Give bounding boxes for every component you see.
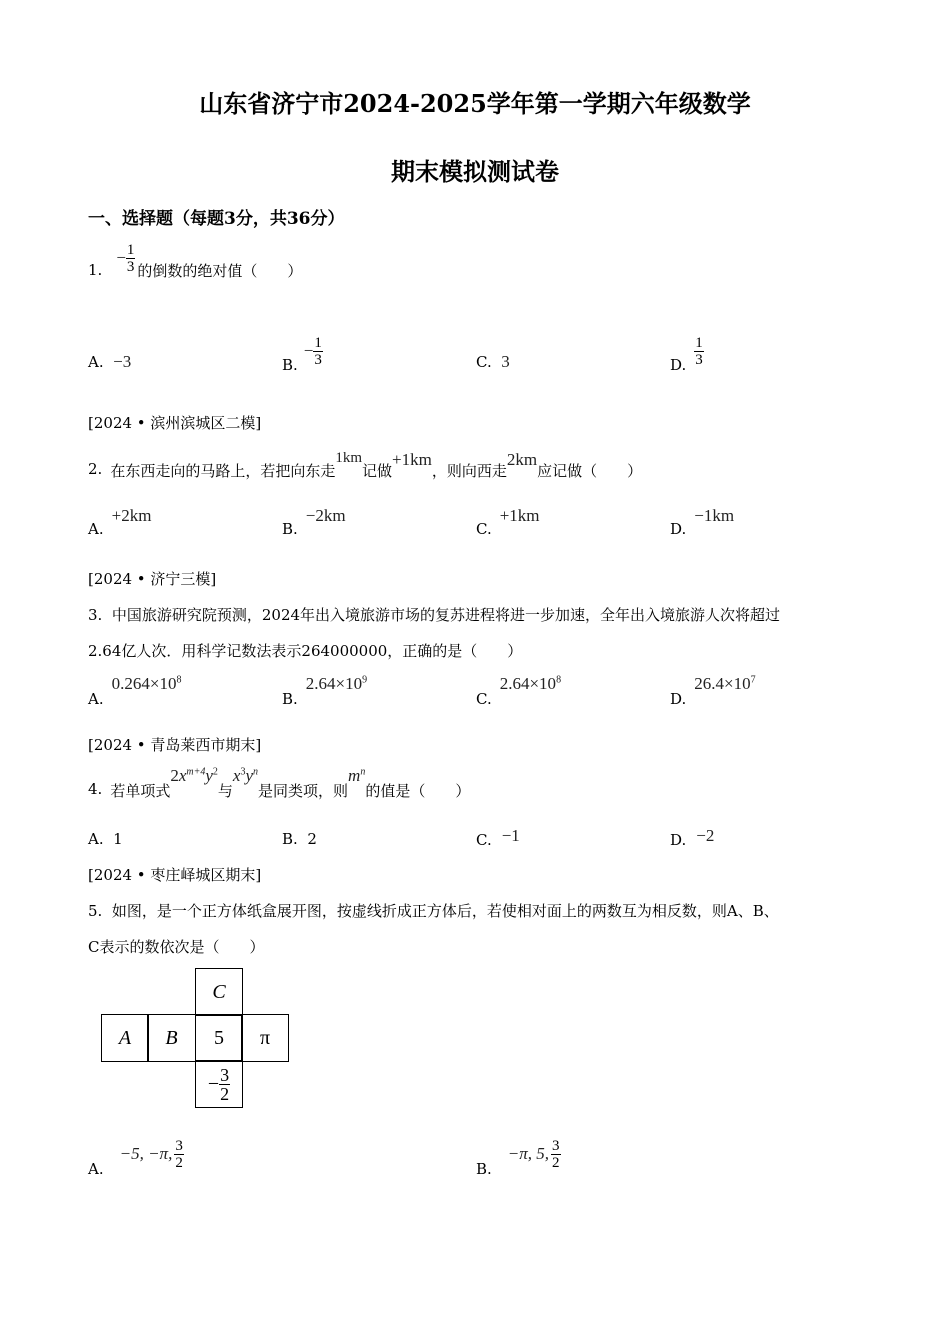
page-subtitle: 期末模拟测试卷 <box>391 157 559 186</box>
q1-option-b[interactable]: B. − $\frac{1}{3}$ <box>282 334 322 374</box>
q4-option-a[interactable]: A. 1 <box>88 830 123 848</box>
q2-option-d[interactable]: D. −1km <box>670 506 735 538</box>
q4-option-b[interactable]: B. 2 <box>282 830 317 848</box>
q2-option-a[interactable]: A. +2km <box>88 506 152 538</box>
q1-option-c[interactable]: C. 3 <box>476 352 510 371</box>
section-heading: 一、选择题（每题3分，共36分） <box>88 209 345 229</box>
net-face-c: C <box>195 968 243 1016</box>
q3-option-c[interactable]: C. $2.64\times 10^8$ <box>476 674 562 708</box>
question-3: 3. 中国旅游研究院预测，2024年出入境旅游市场的复苏进程将进一步加速，全年出入境旅游人次将超过 <box>88 606 781 624</box>
q5-option-b[interactable]: B. −π, 5, $\frac{3}{2}$ <box>476 1137 560 1178</box>
q1-option-a[interactable]: A. −3 <box>88 352 132 371</box>
monomial-2: $x^3y^n$ <box>232 766 259 785</box>
q5-source: [2024 • 枣庄峄城区期末] <box>88 866 262 884</box>
question-5-line2: C表示的数依次是（ ） <box>88 938 265 956</box>
question-2: 2. 在东西走向的马路上，若把向东走 1km 记做 +1km ，则向西走 2km 应记做（ ） <box>88 450 643 480</box>
q3-option-a[interactable]: A. $0.264\times 10^8$ <box>88 674 182 708</box>
q5-option-a[interactable]: A. −5, −π, $\frac{3}{2}$ <box>88 1137 183 1178</box>
q2-option-c[interactable]: C. +1km <box>476 506 540 538</box>
q2-option-b[interactable]: B. −2km <box>282 506 346 538</box>
fraction: $\frac{1}{3}$ <box>126 241 135 275</box>
q3-source: [2024 • 济宁三模] <box>88 570 217 588</box>
net-face-b: B <box>147 1014 196 1062</box>
question-5: 5. 如图，是一个正方体纸盒展开图，按虚线折成正方体后，若使相对面上的两数互为相反数，则A、B、 <box>88 902 779 920</box>
question-1: 1. − $\frac{1}{3}$ 的倒数的绝对值（ ） <box>88 241 303 280</box>
net-face-a: A <box>101 1014 149 1062</box>
page-title: 山东省济宁市2024-2025学年第一学期六年级数学 <box>199 89 751 118</box>
q4-option-d[interactable]: D. −2 <box>670 826 715 849</box>
q3-option-d[interactable]: D. $26.4\times 10^7$ <box>670 674 756 708</box>
net-face-center: 5 <box>195 1014 243 1062</box>
q1-option-d[interactable]: D. $\frac{1}{3}$ <box>670 334 703 374</box>
q4-source: [2024 • 青岛莱西市期末] <box>88 736 262 754</box>
question-3-line2: 2.64亿人次．用科学记数法表示264000000，正确的是（ ） <box>88 642 523 660</box>
net-face-bottom: − $\frac{3}{2}$ <box>195 1060 243 1108</box>
question-4: 4. 若单项式 $2x^{m+4}y^2$ 与 $x^3y^n$ 是同类项，则 $m^n$ 的值是（ ） <box>88 766 471 800</box>
power-expression: $m^n$ <box>348 766 366 785</box>
question-number: 1. <box>88 261 103 279</box>
q2-source: [2024 • 滨州滨城区二模] <box>88 414 262 432</box>
q3-option-b[interactable]: B. $2.64\times 10^9$ <box>282 674 368 708</box>
q4-option-c[interactable]: C. −1 <box>476 826 520 849</box>
monomial-1: $2x^{m+4}y^2$ <box>170 766 218 785</box>
net-face-right: π <box>241 1014 289 1062</box>
